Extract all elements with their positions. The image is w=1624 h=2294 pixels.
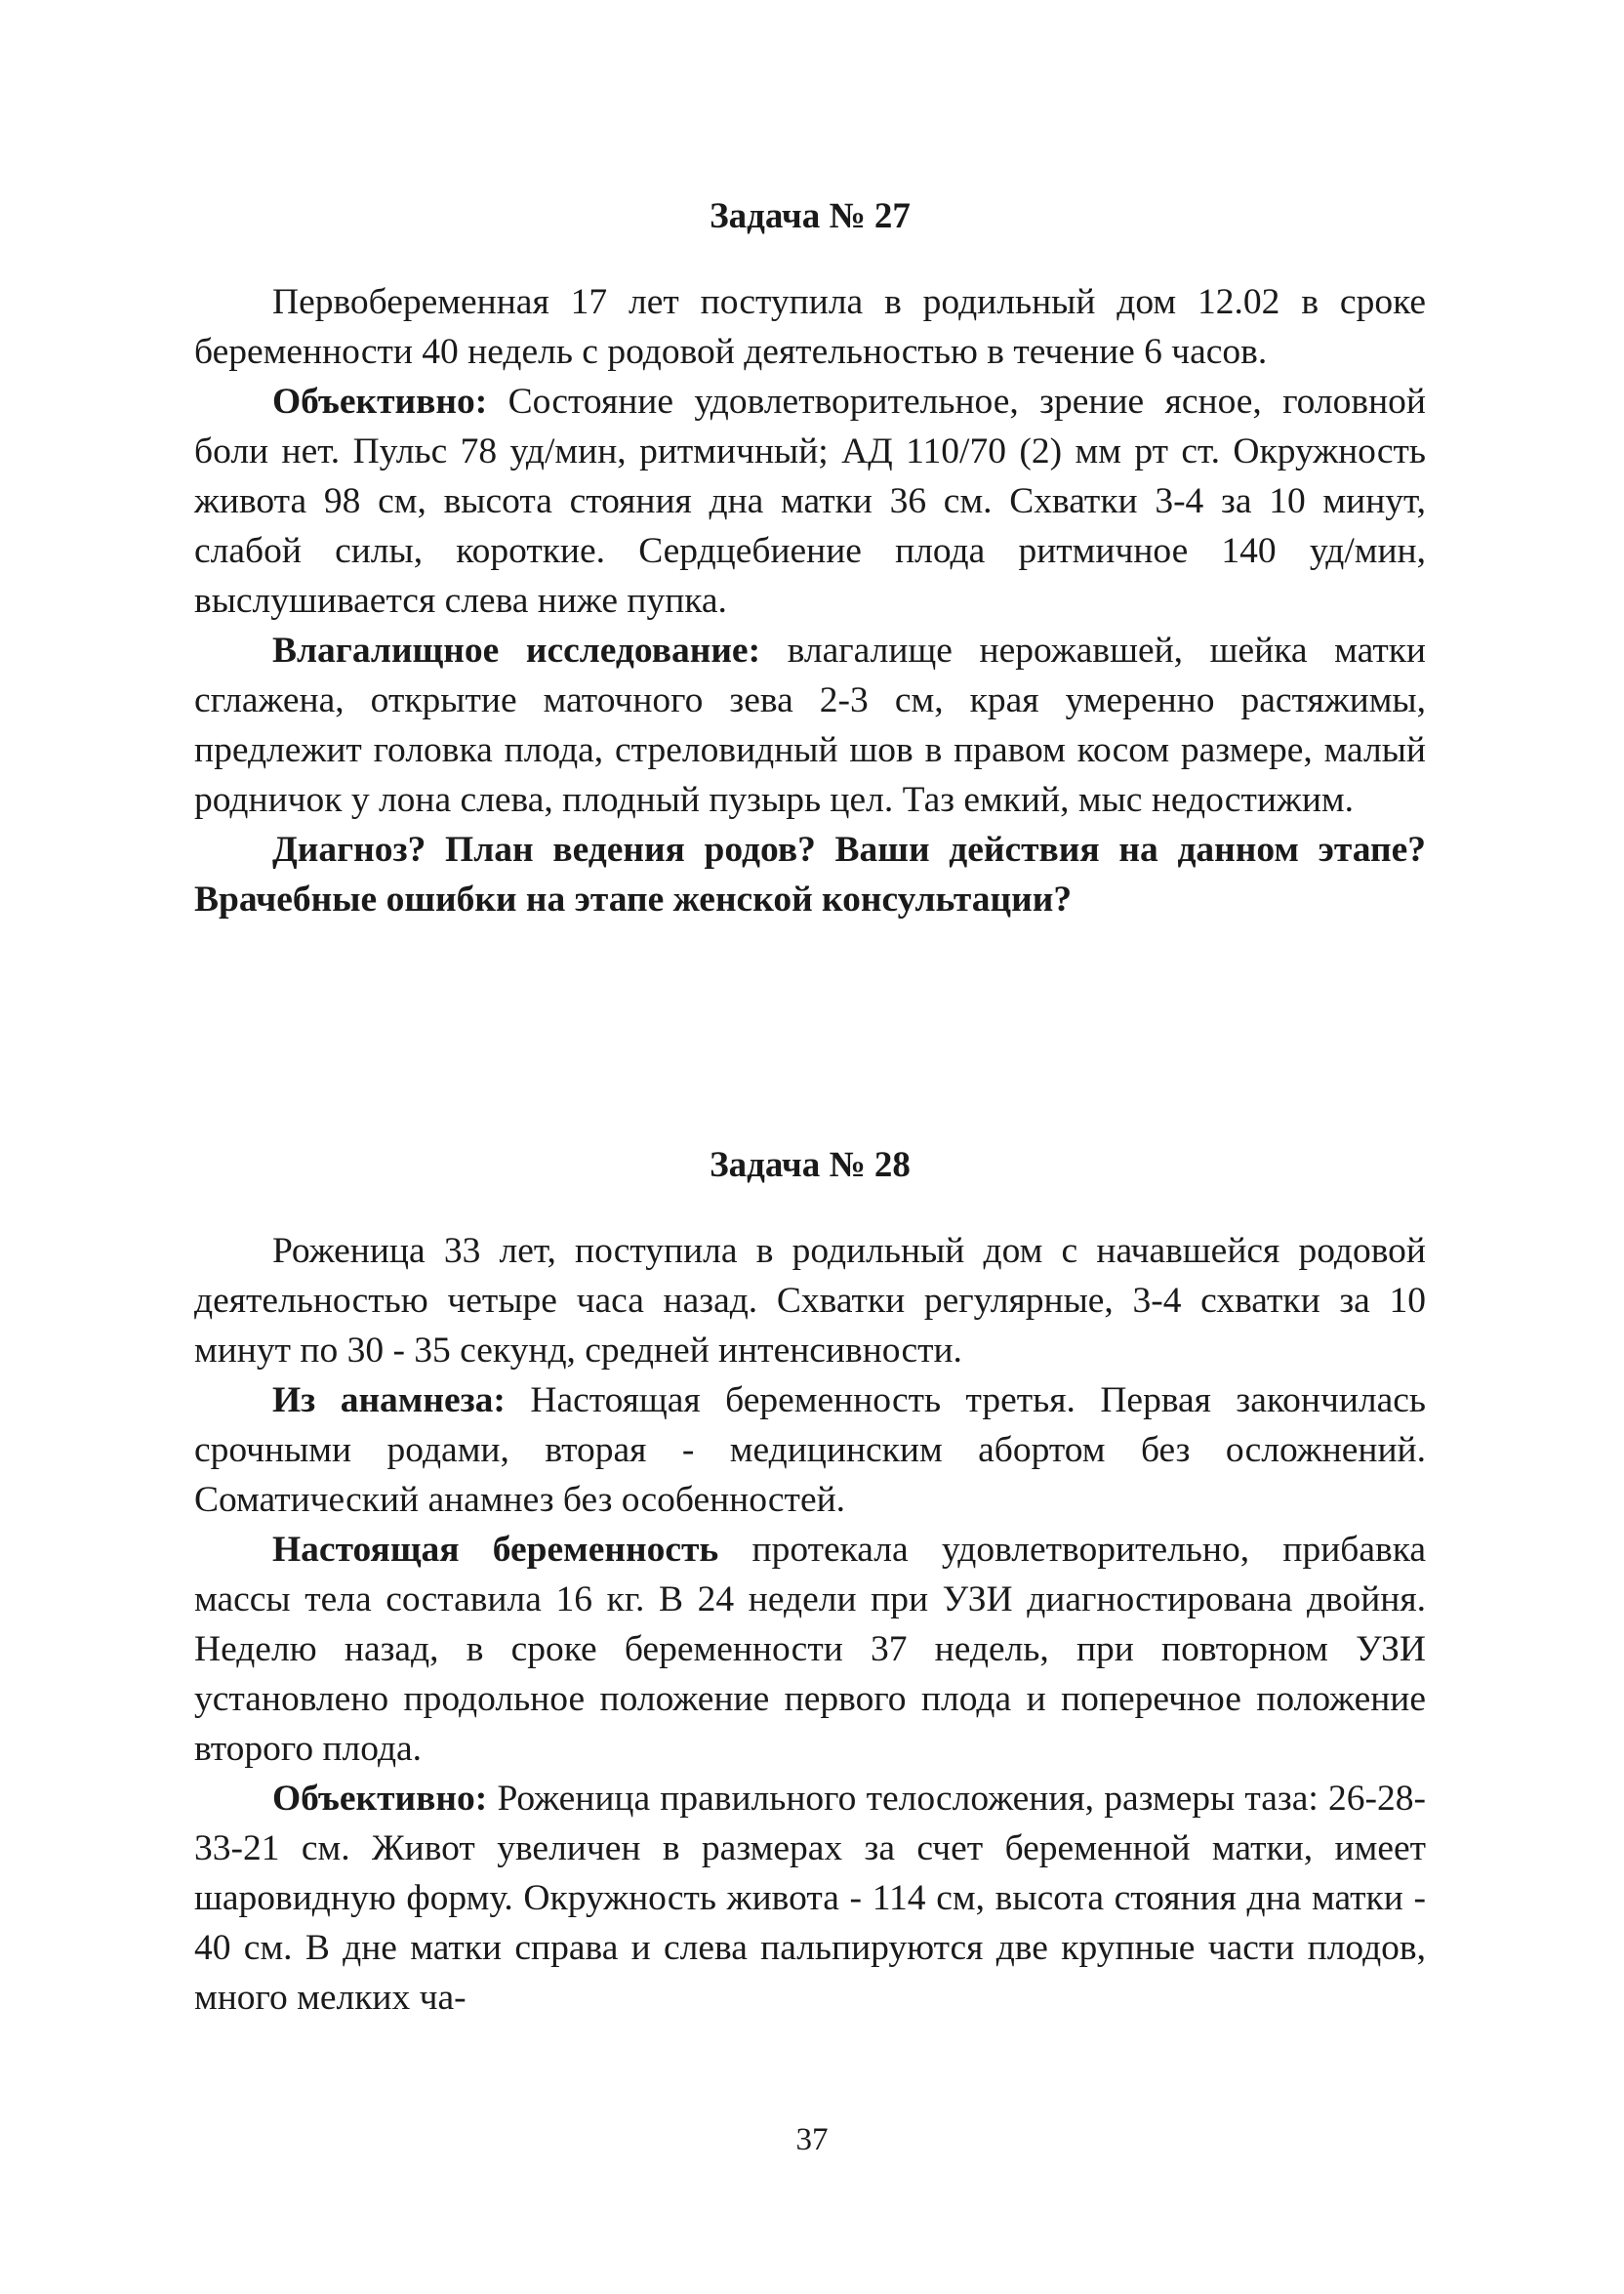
- task-28-pregnancy-heading: Настоящая беременность: [272, 1530, 719, 1570]
- task-27-objective-paragraph: [194, 377, 1426, 626]
- task-27-intro-text: Первобеременная 17 лет поступила в родильный дом 12.02 в сроке беременности 40 недель с родовой деятельностью в течение 6 часов.: [194, 282, 1426, 372]
- task-28-objective-heading: Объективно:: [272, 1779, 488, 1819]
- task-28-objective-text: Роженица правильного телосложения, размеры таза: 26-28-33-21 см. Живот увеличен в размерах за счет беременной матки, имеет шаровидную форму. Окружность живота - 114 см, высота стояния дна матки - 40 см. В дне матки справа и слева пальпируются две крупные части плодов, много мелких ча-: [194, 1779, 1426, 2018]
- task-27: [194, 193, 1426, 924]
- task-27-objective-text: Состояние удовлетворительное, зрение ясное, головной боли нет. Пульс 78 уд/мин, ритмичный; АД 110/70 (2) мм рт ст. Окружность живота 98 см, высота стояния дна матки 36 см. Схватки 3-4 за 10 минут, слабой силы, короткие. Сердцебиение плода ритмичное 140 уд/мин, выслушивается слева ниже пупка.: [194, 382, 1426, 621]
- task-28-pregnancy-text: протекала удовлетворительно, прибавка массы тела составила 16 кг. В 24 недели при УЗИ диагностирована двойня. Неделю назад, в сроке беременности 37 недель, при повторном УЗИ установлено продольное положение первого плода и поперечное положение второго плода.: [194, 1530, 1426, 1769]
- task-28-anamnesis-paragraph: [194, 1375, 1426, 1525]
- task-27-questions-text: Диагноз? План ведения родов? Ваши действия на данном этапе? Врачебные ошибки на этапе женской консультации?: [194, 830, 1426, 920]
- page-number: 37: [795, 2122, 829, 2157]
- task-27-title: Задача № 27: [710, 196, 911, 236]
- task-27-vaginal-exam-heading: Влагалищное исследование:: [272, 631, 761, 671]
- task-27-intro-paragraph: [194, 277, 1426, 377]
- task-28-intro-text: Роженица 33 лет, поступила в родильный дом с начавшейся родовой деятельностью четыре часа назад. Схватки регулярные, 3-4 схватки за 10 минут по 30 - 35 секунд, средней интенсивности.: [194, 1231, 1426, 1371]
- task-28: [194, 1142, 1426, 2023]
- task-28-anamnesis-heading: Из анамнеза:: [272, 1380, 506, 1420]
- task-27-objective-heading: Объективно:: [272, 382, 488, 422]
- task-27-questions: [194, 825, 1426, 924]
- task-27-vaginal-exam-paragraph: [194, 626, 1426, 825]
- task-28-title: Задача № 28: [710, 1145, 911, 1185]
- task-28-objective-paragraph: [194, 1774, 1426, 2023]
- task-27-vaginal-exam-text: влагалище нерожавшей, шейка матки сглажена, открытие маточного зева 2-3 см, края умеренно растяжимы, предлежит головка плода, стреловидный шов в правом косом размере, малый родничок у лона слева, плодный пузырь цел. Таз емкий, мыс недостижим.: [194, 631, 1426, 820]
- task-28-anamnesis-text: Настоящая беременность третья. Первая закончилась срочными родами, вторая - медицинским абортом без осложнений. Соматический анамнез без особенностей.: [194, 1380, 1426, 1520]
- task-28-pregnancy-paragraph: [194, 1525, 1426, 1774]
- task-28-intro-paragraph: [194, 1226, 1426, 1375]
